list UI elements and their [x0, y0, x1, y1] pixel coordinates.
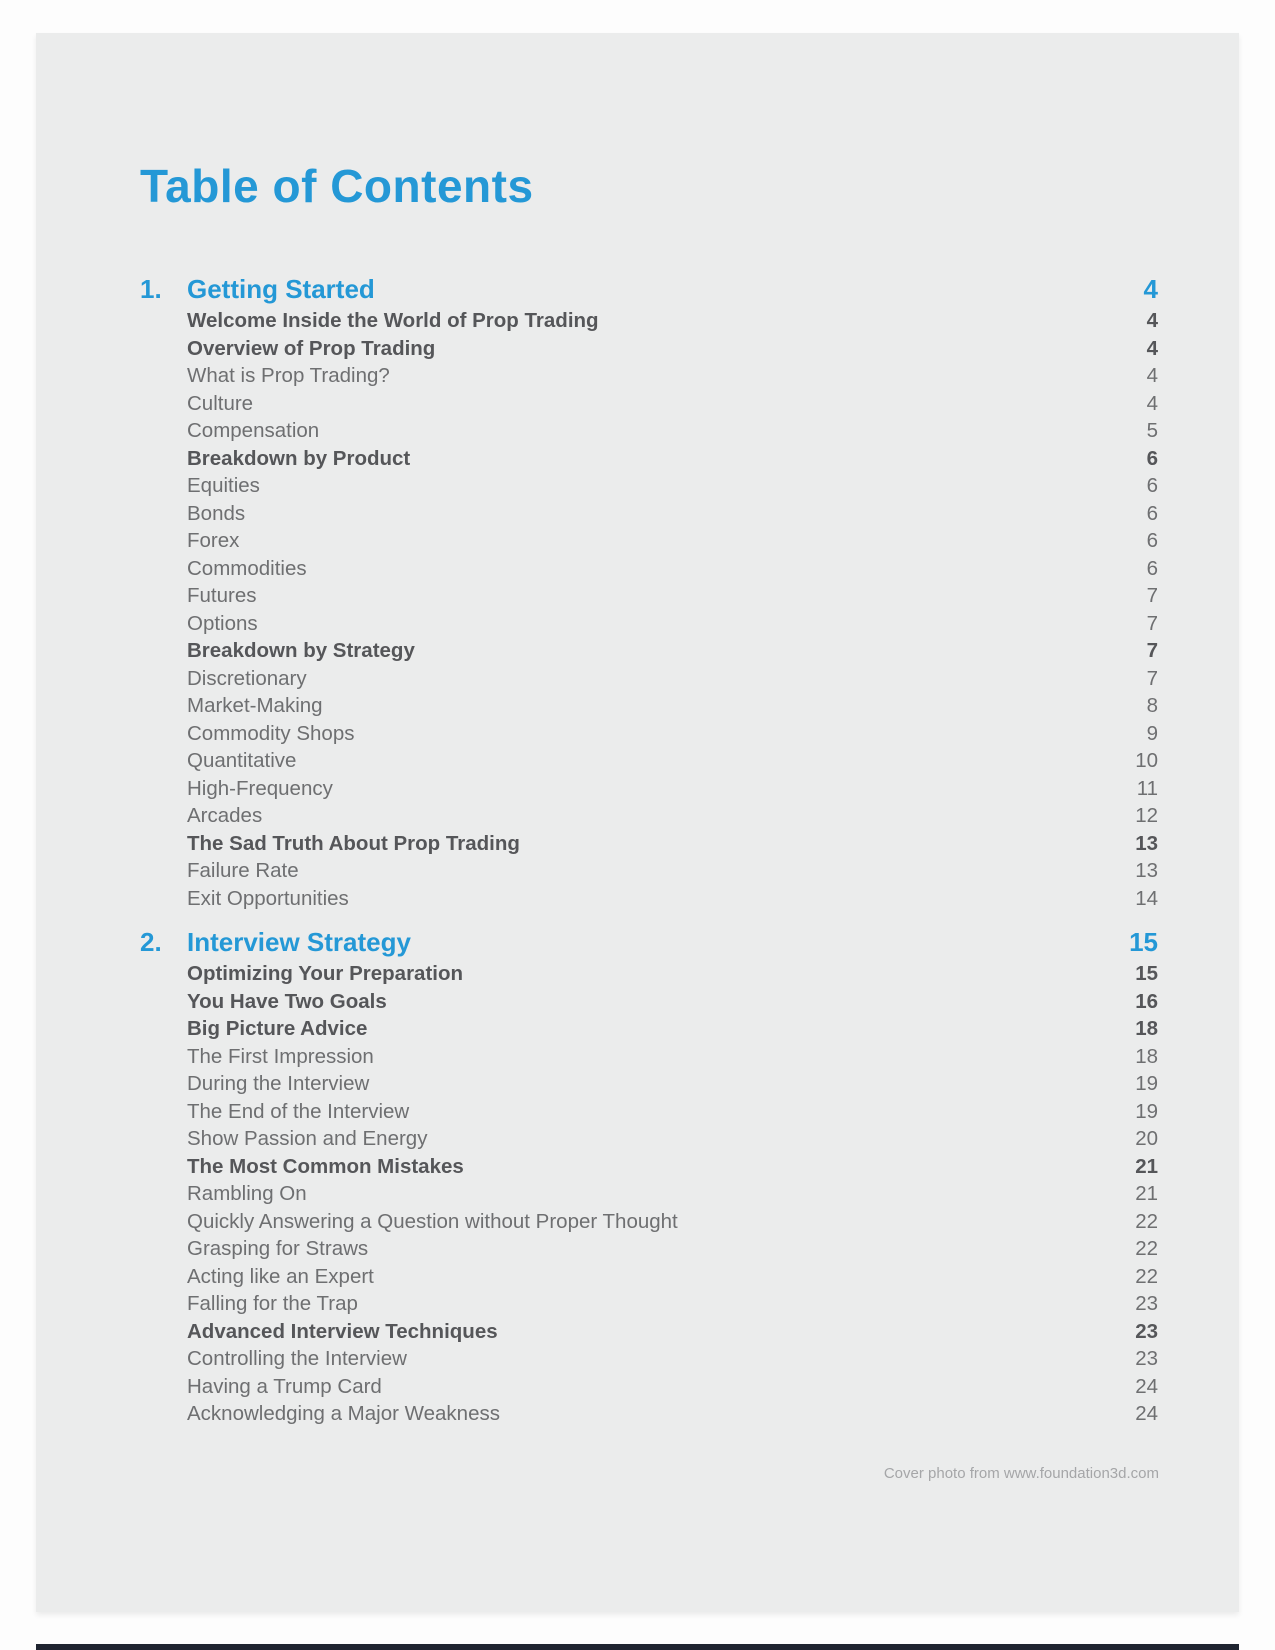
toc-entry-label: Acting like an Expert — [187, 1264, 374, 1288]
toc-entry[interactable] — [140, 802, 1158, 830]
toc-entry[interactable] — [140, 1400, 1158, 1428]
toc-entry-label: Market-Making — [187, 694, 323, 717]
toc-entry[interactable] — [140, 582, 1158, 610]
toc-entry-page-number: 10 — [1135, 749, 1158, 772]
toc-entry-page-number: 20 — [1135, 1127, 1158, 1150]
toc-entry-page-number: 11 — [1136, 776, 1158, 800]
toc-entry-page-number: 7 — [1146, 611, 1158, 635]
toc-section — [140, 271, 1158, 912]
toc-entry[interactable] — [140, 1098, 1158, 1126]
toc-section-header[interactable] — [140, 271, 1158, 307]
toc-entry-page-number: 18 — [1135, 1044, 1158, 1068]
toc-entry[interactable] — [140, 1153, 1158, 1181]
toc-entry-label: Having a Trump Card — [187, 1374, 382, 1398]
cover-photo-credit: Cover photo from www.foundation3d.com — [883, 1465, 1159, 1482]
toc-entry-label: Options — [187, 611, 258, 635]
toc-section-title: Getting Started — [187, 274, 375, 304]
toc-entry-page-number: 7 — [1146, 666, 1158, 690]
toc-entry-label: Rambling On — [187, 1182, 307, 1205]
toc-entry-page-number: 7 — [1146, 639, 1158, 662]
toc-entry[interactable] — [140, 500, 1158, 528]
toc-entry-label: Quickly Answering a Question without Proper Thought — [187, 1209, 678, 1233]
toc-entry-page-number: 6 — [1146, 474, 1158, 497]
toc-entry[interactable] — [140, 1043, 1158, 1071]
toc-entry-label: Show Passion and Energy — [187, 1127, 428, 1150]
toc-entry-label: Equities — [187, 474, 260, 497]
toc-entry[interactable] — [140, 610, 1158, 638]
toc-entry[interactable] — [140, 960, 1158, 988]
toc-entry[interactable] — [140, 692, 1158, 720]
toc-entry-label: Breakdown by Product — [187, 446, 411, 470]
toc-entry[interactable] — [140, 1345, 1158, 1373]
toc-section-number: 2. — [140, 927, 162, 957]
toc-entry-label: Discretionary — [187, 666, 307, 690]
toc-entry[interactable] — [140, 1373, 1158, 1401]
toc-entry-page-number: 9 — [1146, 721, 1158, 745]
toc-entry[interactable] — [140, 1318, 1158, 1346]
toc-section-number: 1. — [140, 274, 162, 304]
toc-entry-label: Optimizing Your Preparation — [187, 962, 464, 985]
next-page-edge — [36, 1644, 1239, 1650]
toc-entry-page-number: 6 — [1146, 529, 1158, 552]
toc-entry-label: Grasping for Straws — [187, 1237, 369, 1260]
toc-entry-label: Compensation — [187, 419, 320, 442]
toc-entry-page-number: 21 — [1135, 1154, 1158, 1178]
toc-entry-label: You Have Two Goals — [187, 989, 387, 1013]
toc-entry-page-number: 15 — [1135, 962, 1158, 985]
toc-entry[interactable] — [140, 1070, 1158, 1098]
toc-entry-label: Failure Rate — [187, 859, 299, 882]
toc-entry[interactable] — [140, 1125, 1158, 1153]
toc-entry-page-number: 22 — [1135, 1237, 1158, 1260]
toc-entry[interactable] — [140, 335, 1158, 363]
toc-entry-label: Commodity Shops — [187, 721, 355, 745]
toc-entry-page-number: 24 — [1135, 1374, 1158, 1398]
toc-entry[interactable] — [140, 885, 1158, 913]
toc-entry-label: Breakdown by Strategy — [187, 639, 415, 662]
toc-entry-label: The Most Common Mistakes — [187, 1154, 464, 1178]
toc-entry[interactable] — [140, 720, 1158, 748]
toc-entry-label: Commodities — [187, 556, 307, 580]
toc-section-title: Interview Strategy — [187, 927, 411, 957]
toc-entry[interactable] — [140, 857, 1158, 885]
toc-entry-page-number: 4 — [1146, 391, 1158, 415]
toc-entry[interactable] — [140, 307, 1158, 335]
toc-entry-page-number: 23 — [1135, 1319, 1158, 1343]
toc-entry-page-number: 7 — [1146, 584, 1158, 607]
toc-entry-label: Culture — [187, 391, 254, 415]
toc-entry-label: The First Impression — [187, 1044, 374, 1068]
table-of-contents — [140, 271, 1158, 1428]
toc-entry-page-number: 24 — [1135, 1402, 1158, 1425]
toc-entry-page-number: 13 — [1135, 831, 1158, 855]
toc-entry-page-number: 22 — [1135, 1264, 1158, 1288]
toc-entry-page-number: 6 — [1146, 501, 1158, 525]
toc-entry-page-number: 6 — [1146, 556, 1158, 580]
toc-entry[interactable] — [140, 390, 1158, 418]
toc-entry-page-number: 8 — [1146, 694, 1158, 717]
toc-entry[interactable] — [140, 555, 1158, 583]
toc-entry[interactable] — [140, 1208, 1158, 1236]
toc-entry[interactable] — [140, 417, 1158, 445]
toc-entry-page-number: 4 — [1146, 364, 1158, 387]
toc-entry[interactable] — [140, 527, 1158, 555]
toc-entry-label: Big Picture Advice — [187, 1017, 368, 1040]
toc-entry[interactable] — [140, 1180, 1158, 1208]
toc-entry[interactable] — [140, 747, 1158, 775]
toc-entry-label: Arcades — [187, 804, 263, 827]
toc-entry-label: Falling for the Trap — [187, 1292, 358, 1315]
toc-entry[interactable] — [140, 665, 1158, 693]
toc-section-page-number: 15 — [1129, 927, 1158, 957]
toc-entry-page-number: 18 — [1135, 1017, 1158, 1040]
toc-entry-page-number: 23 — [1135, 1292, 1158, 1315]
toc-entry[interactable] — [140, 1015, 1158, 1043]
toc-entry-page-number: 16 — [1135, 989, 1158, 1013]
toc-entry-label: Acknowledging a Major Weakness — [187, 1402, 500, 1425]
toc-entry[interactable] — [140, 775, 1158, 803]
toc-entry-label: Forex — [187, 529, 240, 552]
toc-entry-label: Controlling the Interview — [187, 1347, 407, 1370]
document-page — [36, 33, 1239, 1612]
toc-entry[interactable] — [140, 1290, 1158, 1318]
toc-entry-label: The End of the Interview — [187, 1099, 410, 1123]
toc-entry-label: The Sad Truth About Prop Trading — [187, 831, 520, 855]
toc-entry-page-number: 4 — [1146, 309, 1158, 332]
toc-entry-page-number: 19 — [1135, 1072, 1158, 1095]
toc-entry-page-number: 14 — [1135, 886, 1158, 910]
toc-entry-page-number: 5 — [1146, 419, 1158, 442]
toc-section — [140, 924, 1158, 1428]
toc-entry-page-number: 23 — [1135, 1347, 1158, 1370]
toc-entry-page-number: 4 — [1146, 336, 1158, 360]
toc-section-header[interactable] — [140, 924, 1158, 960]
toc-entry-page-number: 21 — [1135, 1182, 1158, 1205]
toc-entry[interactable] — [140, 362, 1158, 390]
toc-entry[interactable] — [140, 988, 1158, 1016]
toc-entry-page-number: 6 — [1146, 446, 1158, 470]
toc-entry-page-number: 19 — [1135, 1099, 1158, 1123]
toc-entry-label: Welcome Inside the World of Prop Trading — [187, 309, 599, 332]
toc-entry[interactable] — [140, 1263, 1158, 1291]
toc-entry-page-number: 22 — [1135, 1209, 1158, 1233]
page-title: Table of Contents — [140, 160, 534, 212]
toc-entry[interactable] — [140, 445, 1158, 473]
toc-entry-label: Exit Opportunities — [187, 886, 349, 910]
toc-entry[interactable] — [140, 1235, 1158, 1263]
toc-entry-page-number: 12 — [1135, 804, 1158, 827]
toc-entry-page-number: 13 — [1135, 859, 1158, 882]
toc-entry-label: Bonds — [187, 501, 246, 525]
toc-entry-label: Overview of Prop Trading — [187, 336, 436, 360]
toc-entry-label: During the Interview — [187, 1072, 370, 1095]
toc-entry[interactable] — [140, 830, 1158, 858]
toc-entry-label: Advanced Interview Techniques — [187, 1319, 498, 1343]
toc-entry[interactable] — [140, 472, 1158, 500]
toc-entry[interactable] — [140, 637, 1158, 665]
toc-entry-label: High-Frequency — [187, 776, 333, 800]
toc-entry-label: Futures — [187, 584, 257, 607]
toc-section-page-number: 4 — [1143, 274, 1158, 304]
toc-entry-label: What is Prop Trading? — [187, 364, 390, 387]
toc-entry-label: Quantitative — [187, 749, 297, 772]
